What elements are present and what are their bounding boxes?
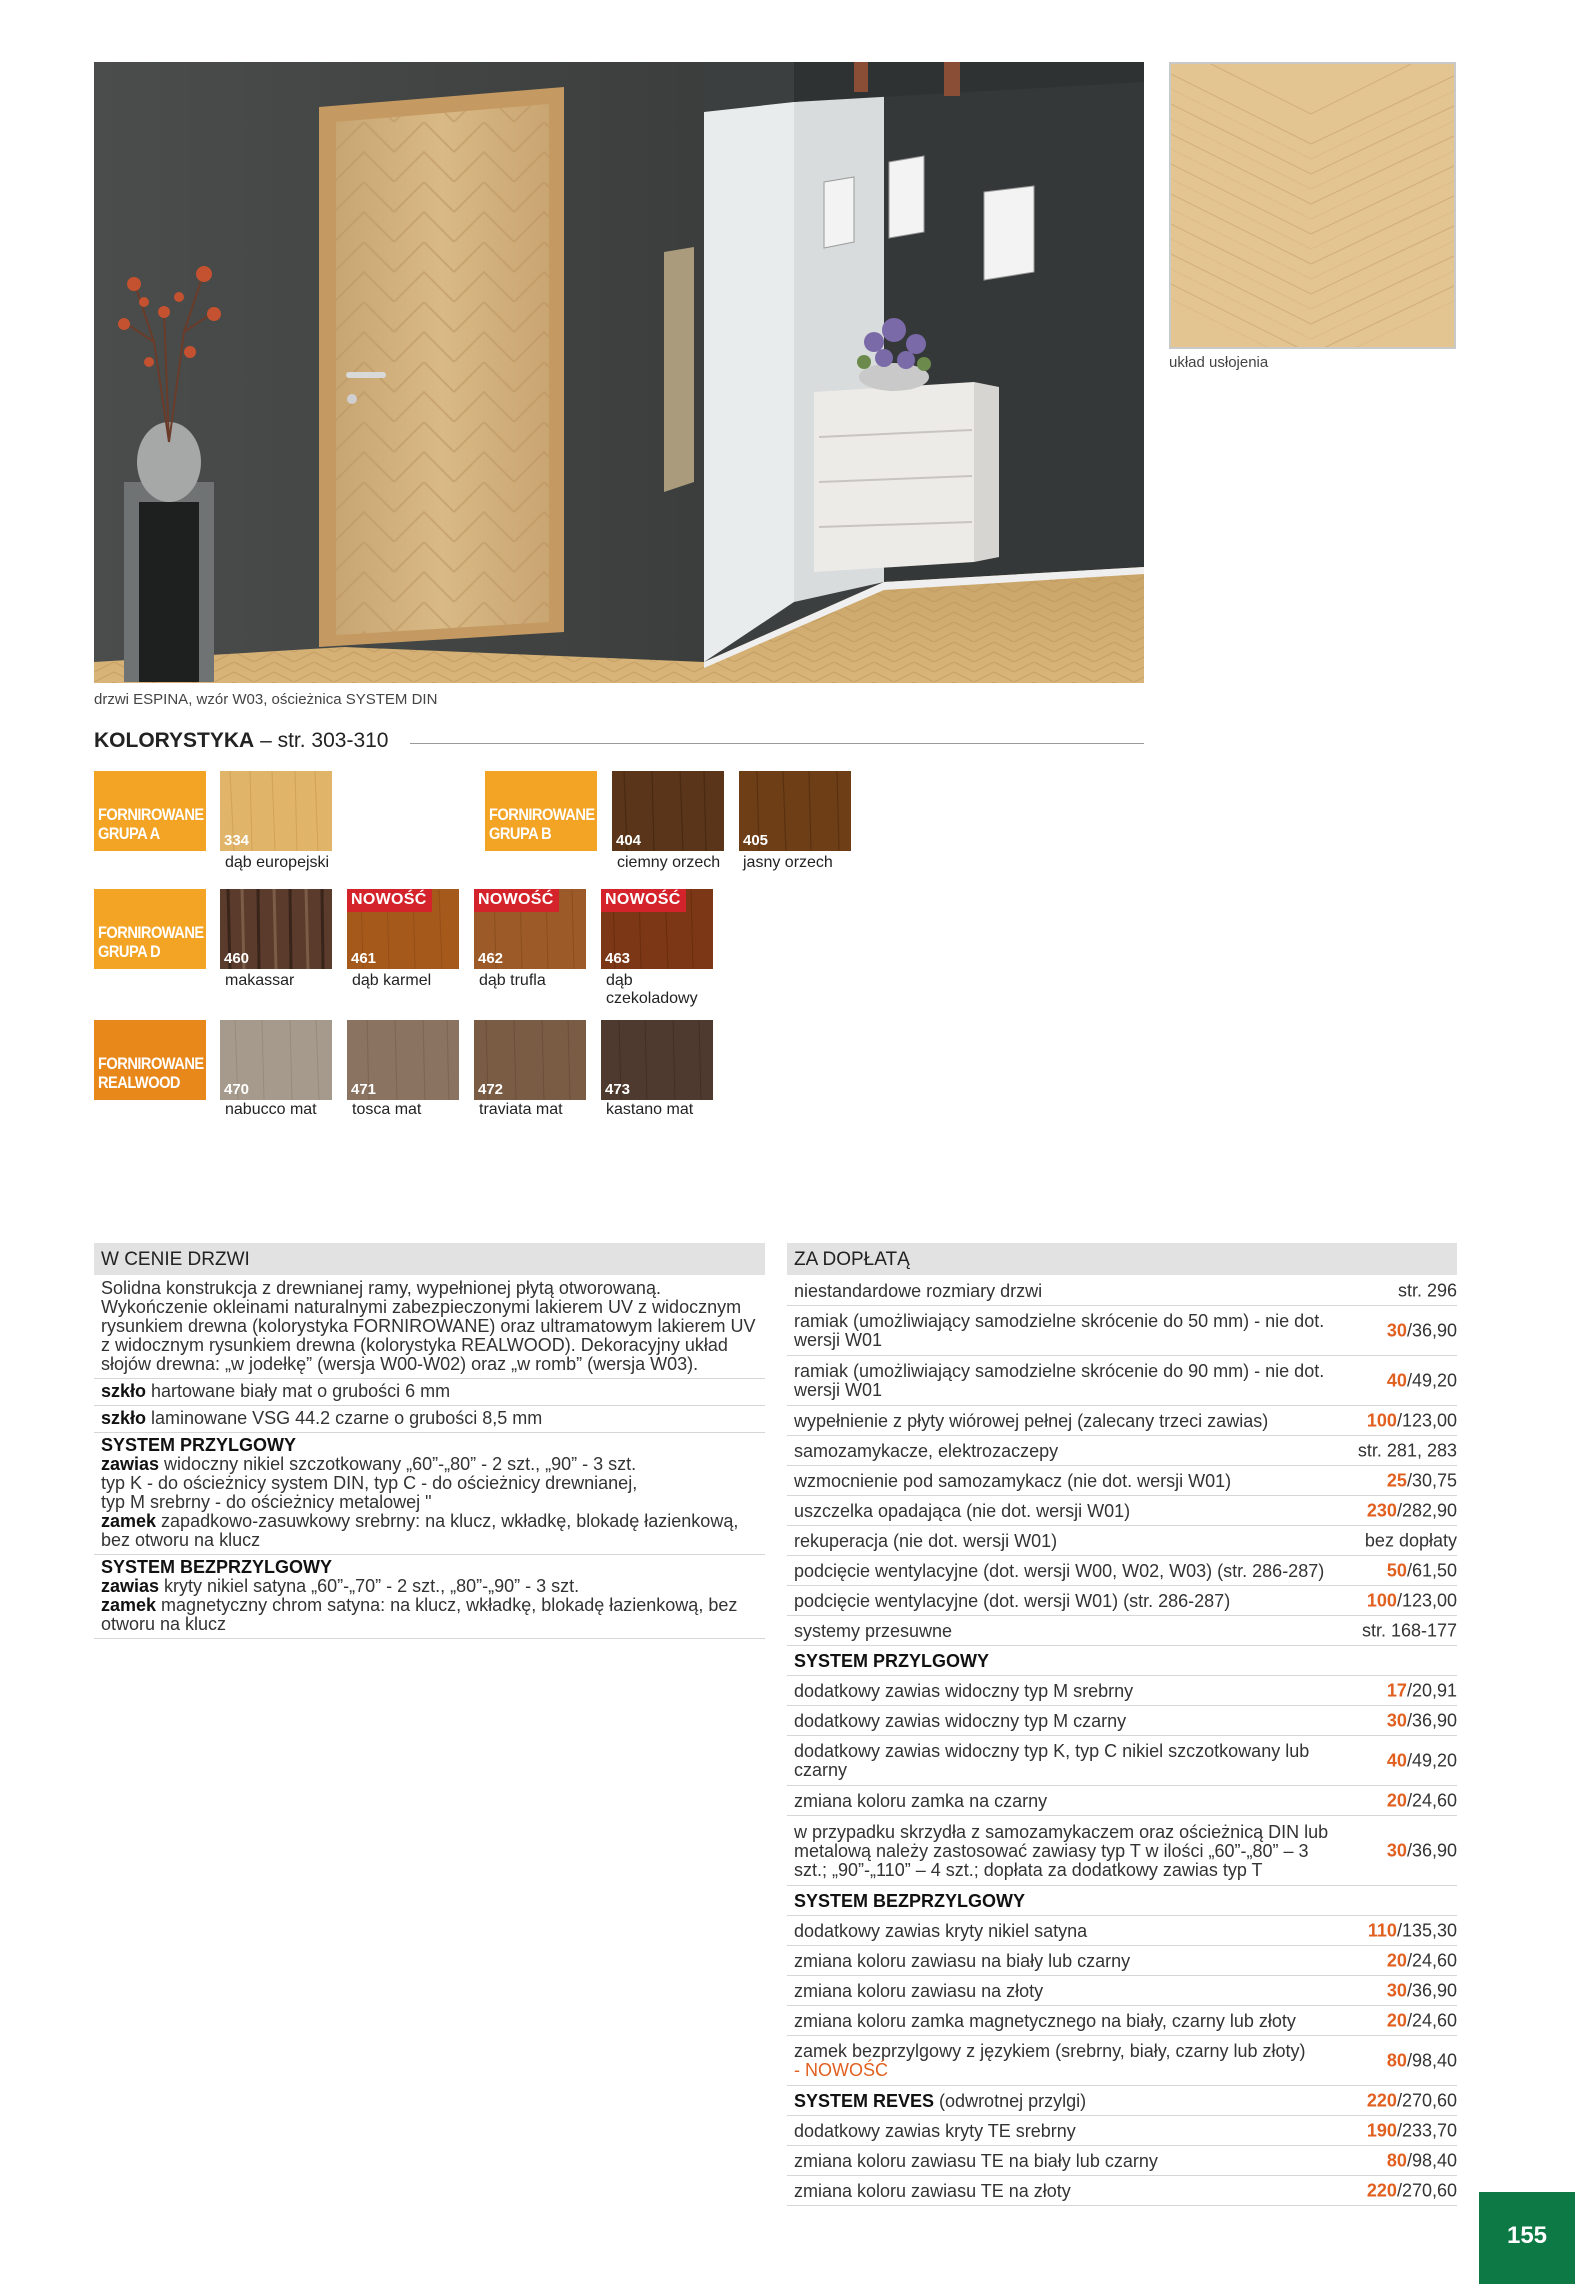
extras-row-text: podcięcie wentylacyjne (dot. wersji W01) (str. 286-287)	[794, 1590, 1231, 1611]
extras-row-label	[794, 1362, 1334, 1400]
extras-row	[787, 1306, 1457, 1356]
extras-row-text: zmiana koloru zawiasu TE na złoty	[794, 2180, 1071, 2201]
sb-lock-label: zamek	[101, 1595, 157, 1615]
extras-row	[787, 1496, 1457, 1526]
price-net: 110	[1367, 1920, 1397, 1940]
new-label: - NOWOŚĆ	[794, 2060, 888, 2080]
price-net: 40	[1386, 1370, 1407, 1390]
swatch-334[interactable]	[220, 771, 332, 851]
swatch-code: 463	[605, 950, 631, 967]
price-gross: bez dopłaty	[1364, 1530, 1457, 1550]
swatch-code: 472	[478, 1081, 504, 1098]
extras-row-label	[794, 1532, 1334, 1551]
price-gross: /49,20	[1406, 1750, 1457, 1770]
price-net: 220	[1366, 2180, 1397, 2200]
price-gross: /233,70	[1396, 2120, 1457, 2140]
extras-row	[787, 1526, 1457, 1556]
swatch-code: 404	[616, 832, 642, 849]
grain-sample-image	[1169, 62, 1456, 349]
extras-row-label	[794, 2182, 1334, 2201]
extras-row-label	[794, 1823, 1334, 1880]
price-gross: /123,00	[1396, 1590, 1457, 1610]
swatch-460[interactable]	[220, 889, 332, 969]
extras-row-price	[1387, 1841, 1457, 1860]
extras-row	[787, 2146, 1457, 2176]
extras-table-header	[787, 1243, 1457, 1275]
extras-row	[787, 1356, 1457, 1406]
price-net: 80	[1386, 2050, 1407, 2070]
extras-row-label	[794, 1502, 1334, 1521]
group-label-d-line1: FORNIROWANE	[98, 923, 204, 942]
price-net: 20	[1386, 1790, 1407, 1810]
extras-row	[787, 1946, 1457, 1976]
extras-row-label	[794, 2152, 1334, 2171]
extras-row-text: zamek bezprzylgowy z językiem (srebrny, biały, czarny lub złoty)	[794, 2041, 1306, 2061]
extras-row-price	[1367, 2121, 1457, 2140]
swatch-code: 334	[224, 832, 250, 849]
extras-row	[787, 2036, 1457, 2086]
swatch-name: dąb europejski	[225, 854, 330, 871]
price-net: 20	[1386, 1950, 1407, 1970]
price-gross: /135,30	[1396, 1920, 1457, 1940]
swatch-473[interactable]	[601, 1020, 713, 1100]
extras-row-text: dodatkowy zawias widoczny typ M czarny	[794, 1710, 1127, 1731]
sb-hinge-label: zawias	[101, 1576, 160, 1596]
glass1-text: hartowane biały mat o grubości 6 mm	[146, 1381, 451, 1401]
extras-row-price	[1367, 1591, 1457, 1610]
group-label-realwood-line2: REALWOOD	[98, 1073, 180, 1092]
extras-row-text: zmiana koloru zamka magnetycznego na biały, czarny lub złoty	[794, 2010, 1296, 2031]
group-label-d	[94, 889, 206, 969]
swatch-code: 471	[351, 1081, 377, 1098]
swatch-name: dąb trufla	[479, 972, 546, 989]
extras-row	[787, 1816, 1457, 1886]
price-gross: /24,60	[1406, 2010, 1457, 2030]
swatch-name: jasny orzech	[743, 854, 833, 871]
price-net: 190	[1366, 2120, 1397, 2140]
sp-title: SYSTEM PRZYLGOWY	[101, 1435, 297, 1455]
extras-row-price	[1367, 1411, 1457, 1430]
glass2-text: laminowane VSG 44.2 czarne o grubości 8,5 mm	[146, 1408, 543, 1428]
extras-row-label	[794, 1472, 1334, 1491]
price-gross: /270,60	[1396, 2180, 1457, 2200]
extras-row	[787, 1676, 1457, 1706]
price-gross: /24,60	[1406, 1950, 1457, 1970]
price-net: 220	[1366, 2090, 1397, 2110]
new-badge: NOWOŚĆ	[601, 889, 686, 912]
sp-hinge-text: widoczny nikiel szczotkowany „60”-„80” - 2 szt., „90” - 3 szt.	[159, 1454, 637, 1474]
price-gross: /20,91	[1406, 1680, 1457, 1700]
colors-heading	[94, 729, 389, 753]
sp-lock-label: zamek	[101, 1511, 157, 1531]
extras-row-price	[1387, 1951, 1457, 1970]
price-gross: str. 296	[1397, 1280, 1457, 1300]
swatch-code: 461	[351, 950, 377, 967]
extras-row-label	[794, 1742, 1334, 1780]
sp-hinge-label: zawias	[101, 1454, 160, 1474]
extras-row-price	[1387, 1981, 1457, 2000]
swatch-code: 460	[224, 950, 250, 967]
group-label-b-line2: GRUPA B	[489, 824, 552, 843]
swatch-code: 470	[224, 1081, 250, 1098]
extras-row	[787, 1976, 1457, 2006]
swatch-461[interactable]	[347, 889, 459, 969]
extras-row-text: ramiak (umożliwiający samodzielne skrócenie do 90 mm) - nie dot. wersji W01	[794, 1361, 1325, 1400]
price-net: 20	[1386, 2010, 1407, 2030]
extras-row-text: systemy przesuwne	[794, 1620, 953, 1641]
extras-row	[787, 1586, 1457, 1616]
extras-row-text: dodatkowy zawias widoczny typ M srebrny	[794, 1680, 1134, 1701]
swatch-name: dąb czekoladowy	[606, 972, 698, 1007]
extras-row-label	[794, 1442, 1334, 1461]
price-net: 30	[1386, 1320, 1407, 1340]
price-net: 25	[1386, 1470, 1407, 1490]
price-net: 100	[1366, 1410, 1397, 1430]
extras-row	[787, 1916, 1457, 1946]
price-net: 30	[1386, 1710, 1407, 1730]
price-net: 40	[1386, 1750, 1407, 1770]
extras-section-heading	[787, 1886, 1457, 1916]
extras-row-text: samozamykacze, elektrozaczepy	[794, 1440, 1059, 1461]
extras-row-price	[1367, 2181, 1457, 2200]
extras-row-text: uszczelka opadająca (nie dot. wersji W01)	[794, 1500, 1131, 1521]
extras-table-title: ZA DOPŁATĄ	[794, 1249, 910, 1270]
extras-section-heading	[787, 1646, 1457, 1676]
extras-row-label	[794, 1712, 1334, 1731]
extras-row-price	[1387, 2011, 1457, 2030]
extras-row-text: wzmocnienie pod samozamykacz (nie dot. wersji W01)	[794, 1470, 1232, 1491]
extras-row-label	[794, 2012, 1334, 2031]
group-label-a-line1: FORNIROWANE	[98, 805, 204, 824]
extras-row-label	[794, 1982, 1334, 2001]
swatch-name: tosca mat	[352, 1101, 422, 1118]
section-title: SYSTEM PRZYLGOWY	[794, 1650, 990, 1671]
section-title: SYSTEM BEZPRZYLGOWY	[794, 1890, 1026, 1911]
included-desc: Solidna konstrukcja z drewnianej ramy, wypełnionej płytą otworowaną. Wykończenie okleinami naturalnymi zabezpieczonymi lakierem UV z widocznym rysunkiem drewna (kolorystyka FORNIROWANE) oraz ultramatowym lakierem UV z widocznym rysunkiem drewna (kolorystyka REALWOOD). Dekoracyjny układ słojów drewna: „w jodełkę” (wersja W00-W02) oraz „w romb” (wersja W03).	[94, 1276, 765, 1379]
extras-row	[787, 1556, 1457, 1586]
extras-row-label	[794, 1952, 1334, 1971]
extras-row	[787, 1786, 1457, 1816]
glass1-label: szkło	[101, 1381, 147, 1401]
swatch-name: dąb karmel	[352, 972, 432, 989]
extras-row-price	[1387, 1791, 1457, 1810]
group-label-a-line2: GRUPA A	[98, 824, 160, 843]
extras-row-price	[1362, 1621, 1457, 1640]
sp-lock-text: zapadkowo-zasuwkowy srebrny: na klucz, wkładkę, blokadę łazienkową, bez otworu na klucz	[101, 1511, 739, 1550]
grain-caption: układ usłojenia	[1169, 354, 1269, 371]
extras-row-label	[794, 1922, 1334, 1941]
extras-row-text: (odwrotnej przylgi)	[934, 2090, 1087, 2111]
extras-row-price	[1387, 1471, 1457, 1490]
price-gross: str. 281, 283	[1357, 1440, 1457, 1460]
extras-row-label	[794, 1792, 1334, 1811]
extras-row-price	[1387, 1751, 1457, 1770]
price-net: 100	[1366, 1590, 1397, 1610]
extras-row-label	[794, 1312, 1334, 1350]
included-table	[94, 1276, 765, 1639]
extras-row	[787, 2086, 1457, 2116]
colors-title: KOLORYSTYKA	[94, 729, 255, 752]
swatch-463[interactable]	[601, 889, 713, 969]
extras-row	[787, 1276, 1457, 1306]
extras-row-text: dodatkowy zawias kryty TE srebrny	[794, 2120, 1076, 2141]
page-number: 155	[1479, 2192, 1575, 2284]
price-net: 17	[1386, 1680, 1407, 1700]
extras-row-price	[1387, 1561, 1457, 1580]
price-net: 50	[1386, 1560, 1407, 1580]
extras-row-label	[794, 1562, 1334, 1581]
swatch-code: 405	[743, 832, 769, 849]
extras-row-text: dodatkowy zawias kryty nikiel satyna	[794, 1920, 1088, 1941]
swatch-name: nabucco mat	[225, 1101, 317, 1118]
included-system-przylgowy	[94, 1433, 765, 1555]
extras-row-label	[794, 2092, 1334, 2111]
extras-row	[787, 1406, 1457, 1436]
extras-row-text: wypełnienie z płyty wiórowej pełnej (zalecany trzeci zawias)	[794, 1410, 1269, 1431]
swatch-405[interactable]	[739, 771, 851, 851]
price-gross: /270,60	[1396, 2090, 1457, 2110]
price-net: 30	[1386, 1980, 1407, 2000]
price-gross: /36,90	[1406, 1840, 1457, 1860]
extras-row-text: ramiak (umożliwiający samodzielne skrócenie do 50 mm) - nie dot. wersji W01	[794, 1311, 1325, 1350]
price-gross: /30,75	[1406, 1470, 1457, 1490]
swatch-470[interactable]	[220, 1020, 332, 1100]
swatch-code: 462	[478, 950, 504, 967]
extras-row-text: zmiana koloru zawiasu na złoty	[794, 1980, 1044, 2001]
extras-row-price	[1387, 1681, 1457, 1700]
extras-row-text: niestandardowe rozmiary drzwi	[794, 1280, 1043, 1301]
colors-ref: – str. 303-310	[254, 729, 389, 752]
extras-row	[787, 2116, 1457, 2146]
swatch-code: 473	[605, 1081, 631, 1098]
extras-row-label	[794, 2042, 1334, 2080]
group-label-realwood	[94, 1020, 206, 1100]
extras-row	[787, 1436, 1457, 1466]
included-table-title: W CENIE DRZWI	[101, 1249, 250, 1270]
group-label-b-line1: FORNIROWANE	[489, 805, 595, 824]
extras-row-text: w przypadku skrzydła z samozamykaczem oraz ościeżnicą DIN lub metalową należy zastosować zawiasy typ T w ilości „60”-„80” – 3 szt.; „90”-„110” – 4 szt.; dopłata za dodatkowy zawias typ T	[794, 1821, 1329, 1880]
extras-row	[787, 2006, 1457, 2036]
extras-row-price	[1367, 2091, 1457, 2110]
included-table-header	[94, 1243, 765, 1275]
swatch-name: makassar	[225, 972, 295, 989]
swatch-name: traviata mat	[479, 1101, 563, 1118]
sp-hinge-line3: typ M srebrny - do ościeżnicy metalowej "	[101, 1492, 432, 1512]
price-net: 230	[1366, 1500, 1397, 1520]
extras-row-price	[1387, 1371, 1457, 1390]
extras-row	[787, 1706, 1457, 1736]
extras-row-label	[794, 1282, 1334, 1301]
included-system-bezprzylgowy	[94, 1555, 765, 1639]
colors-divider	[410, 743, 1144, 744]
swatch-462[interactable]	[474, 889, 586, 969]
group-label-d-line2: GRUPA D	[98, 942, 161, 961]
extras-row-price	[1358, 1441, 1457, 1460]
extras-row	[787, 1466, 1457, 1496]
price-gross: /36,90	[1406, 1710, 1457, 1730]
group-label-a	[94, 771, 206, 851]
extras-row-label	[794, 2122, 1334, 2141]
extras-row-price	[1365, 1531, 1457, 1550]
extras-row-label	[794, 1682, 1334, 1701]
sb-lock-text: magnetyczny chrom satyna: na klucz, wkładkę, blokadę łazienkową, bez otworu na klucz	[101, 1595, 738, 1634]
extras-row-price	[1367, 1501, 1457, 1520]
price-gross: /98,40	[1406, 2150, 1457, 2170]
swatch-name: kastano mat	[606, 1101, 694, 1118]
extras-row-label-bold: SYSTEM REVES	[794, 2090, 935, 2111]
extras-row	[787, 2176, 1457, 2206]
extras-row-price	[1368, 1921, 1457, 1940]
new-badge: NOWOŚĆ	[474, 889, 559, 912]
extras-row-label	[794, 1592, 1334, 1611]
price-gross: /98,40	[1406, 2050, 1457, 2070]
price-net: 30	[1386, 1840, 1407, 1860]
price-gross: /123,00	[1396, 1410, 1457, 1430]
door-photo	[94, 62, 1144, 683]
extras-row-label	[794, 1622, 1334, 1641]
price-gross: str. 168-177	[1361, 1620, 1457, 1640]
hero-caption: drzwi ESPINA, wzór W03, ościeżnica SYSTEM DIN	[94, 691, 438, 708]
price-gross: /36,90	[1406, 1320, 1457, 1340]
new-badge: NOWOŚĆ	[347, 889, 432, 912]
price-gross: /282,90	[1396, 1500, 1457, 1520]
extras-row-price	[1387, 1711, 1457, 1730]
extras-row-text: zmiana koloru zawiasu na biały lub czarny	[794, 1950, 1131, 1971]
swatch-name: ciemny orzech	[617, 854, 721, 871]
extras-row-label	[794, 1412, 1334, 1431]
price-net: 80	[1386, 2150, 1407, 2170]
price-gross: /61,50	[1406, 1560, 1457, 1580]
glass2-label: szkło	[101, 1408, 147, 1428]
extras-row	[787, 1616, 1457, 1646]
extras-row-text: rekuperacja (nie dot. wersji W01)	[794, 1530, 1058, 1551]
price-gross: /24,60	[1406, 1790, 1457, 1810]
extras-row-price	[1387, 1321, 1457, 1340]
extras-row-text: dodatkowy zawias widoczny typ K, typ C nikiel szczotkowany lub czarny	[794, 1741, 1310, 1780]
price-gross: /36,90	[1406, 1980, 1457, 2000]
sp-hinge-line2: typ K - do ościeżnicy system DIN, typ C - do ościeżnicy drewnianej,	[101, 1473, 638, 1493]
price-gross: /49,20	[1406, 1370, 1457, 1390]
group-label-realwood-line1: FORNIROWANE	[98, 1054, 204, 1073]
extras-row-price	[1387, 2151, 1457, 2170]
extras-row	[787, 1736, 1457, 1786]
sb-hinge-text: kryty nikiel satyna „60”-„70” - 2 szt., „80”-„90” - 3 szt.	[159, 1576, 580, 1596]
group-label-b	[485, 771, 597, 851]
extras-row-text: zmiana koloru zamka na czarny	[794, 1790, 1048, 1811]
included-glass-2	[94, 1406, 765, 1433]
swatch-404[interactable]	[612, 771, 724, 851]
included-glass-1	[94, 1379, 765, 1406]
extras-row-price	[1398, 1281, 1457, 1300]
extras-row-text: podcięcie wentylacyjne (dot. wersji W00, W02, W03) (str. 286-287)	[794, 1560, 1325, 1581]
swatch-472[interactable]	[474, 1020, 586, 1100]
extras-row-price	[1387, 2051, 1457, 2070]
swatch-471[interactable]	[347, 1020, 459, 1100]
sb-title: SYSTEM BEZPRZYLGOWY	[101, 1557, 333, 1577]
extras-row-text: zmiana koloru zawiasu TE na biały lub czarny	[794, 2150, 1158, 2171]
